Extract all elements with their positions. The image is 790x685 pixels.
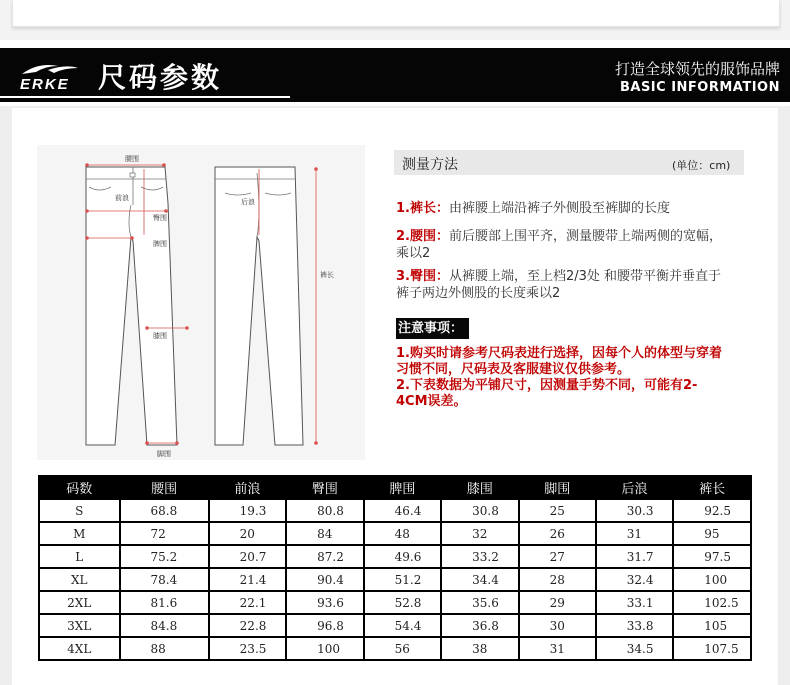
table-cell: 51.2 (365, 569, 440, 590)
table-cell: 72 (121, 523, 208, 544)
table-cell: 105 (674, 615, 750, 636)
table-cell: 28 (520, 569, 595, 590)
notice-line-2: 2.下表数据为平铺尺寸，因测量手势不同，可能有2-4CM误差。 (396, 378, 698, 409)
label-hip: 臀围 (153, 214, 167, 222)
table-cell: 92.5 (674, 500, 750, 521)
table-cell: 19.3 (210, 500, 285, 521)
table-cell: 21.4 (210, 569, 285, 590)
table-cell: 32.4 (597, 569, 672, 590)
table-cell: 95 (674, 523, 750, 544)
table-cell: 26 (520, 523, 595, 544)
table-cell: 22.1 (210, 592, 285, 613)
table-cell: 100 (287, 638, 362, 659)
measure-method-title: 测量方法 (402, 157, 458, 173)
unit-note: (单位：cm) (672, 159, 731, 172)
table-cell: 25 (520, 500, 595, 521)
table-cell: 30.3 (597, 500, 672, 521)
size-cell: L (40, 546, 119, 567)
table-cell: 35.6 (442, 592, 517, 613)
table-cell: 20.7 (210, 546, 285, 567)
label-back-rise: 后浪 (241, 198, 255, 206)
pants-drawing (37, 145, 365, 460)
table-cell: 31 (597, 523, 672, 544)
label-knee: 膝围 (153, 332, 167, 340)
table-cell: 78.4 (121, 569, 208, 590)
label-waist: 腰围 (125, 155, 139, 163)
table-row (40, 500, 750, 521)
table-cell: 84.8 (121, 615, 208, 636)
table-cell: 29 (520, 592, 595, 613)
table-header-cell: 后浪 (597, 477, 672, 498)
table-header-row (40, 477, 750, 498)
size-cell: 2XL (40, 592, 119, 613)
table-header-cell: 脾围 (365, 477, 440, 498)
table-cell: 75.2 (121, 546, 208, 567)
table-cell: 20 (210, 523, 285, 544)
table-cell: 81.6 (121, 592, 208, 613)
table-header-cell: 裤长 (674, 477, 750, 498)
brand-slogan: 打造全球领先的服饰品牌 (614, 60, 780, 78)
page-title: 尺码参数 (98, 61, 223, 94)
table-cell: 56 (365, 638, 440, 659)
label-thigh: 脾围 (153, 240, 167, 248)
table-cell: 107.5 (674, 638, 750, 659)
label-length: 裤长 (320, 271, 334, 279)
table-row (40, 638, 750, 659)
table-cell: 23.5 (210, 638, 285, 659)
table-header-cell: 码数 (40, 477, 119, 498)
table-row (40, 523, 750, 544)
table-cell: 49.6 (365, 546, 440, 567)
label-hem: 脚围 (157, 450, 171, 458)
table-cell: 84 (287, 523, 362, 544)
table-cell: 88 (121, 638, 208, 659)
size-cell: M (40, 523, 119, 544)
table-row (40, 615, 750, 636)
header-underline (0, 96, 290, 98)
label-front-rise: 前浪 (115, 194, 129, 202)
table-cell: 96.8 (287, 615, 362, 636)
measure-item-waist: 2.腰围：前后腰部上围平齐，测量腰带上端两侧的宽幅，乘以2 (396, 229, 722, 261)
size-cell: 4XL (40, 638, 119, 659)
front-button (130, 173, 135, 177)
size-table (38, 475, 752, 661)
size-cell: S (40, 500, 119, 521)
table-cell: 30 (520, 615, 595, 636)
table-header-cell: 臀围 (287, 477, 362, 498)
measure-item-length: 1.裤长：由裤腰上端沿裤子外侧股至裤脚的长度 (396, 201, 670, 216)
size-cell: 3XL (40, 615, 119, 636)
previous-section-card (12, 0, 780, 27)
table-cell: 22.8 (210, 615, 285, 636)
table-cell: 52.8 (365, 592, 440, 613)
table-cell: 33.2 (442, 546, 517, 567)
table-cell: 68.8 (121, 500, 208, 521)
table-header-cell: 前浪 (210, 477, 285, 498)
table-cell: 90.4 (287, 569, 362, 590)
notice-title: 注意事项： (396, 318, 469, 339)
table-cell: 102.5 (674, 592, 750, 613)
table-cell: 87.2 (287, 546, 362, 567)
table-cell: 97.5 (674, 546, 750, 567)
table-cell: 34.5 (597, 638, 672, 659)
header-subtitle: BASIC INFORMATION (619, 80, 780, 95)
table-cell: 80.8 (287, 500, 362, 521)
table-cell: 33.8 (597, 615, 672, 636)
table-row (40, 569, 750, 590)
size-cell: XL (40, 569, 119, 590)
front-pants-outline (86, 167, 177, 445)
notice-line-1: 1.购买时请参考尺码表进行选择，因每个人的体型与穿着习惯不同，尺码表及客服建议仅供参考。 (396, 346, 722, 377)
table-row (40, 592, 750, 613)
table-cell: 32 (442, 523, 517, 544)
table-cell: 48 (365, 523, 440, 544)
table-cell: 31.7 (597, 546, 672, 567)
measure-item-hip: 3.臀围：从裤腰上端，至上档2/3处 和腰带平衡并垂直于裤子两边外侧股的长度乘以2 (396, 269, 722, 301)
table-cell: 31 (520, 638, 595, 659)
table-header-cell: 腰围 (121, 477, 208, 498)
pants-diagram (37, 145, 365, 460)
table-cell: 33.1 (597, 592, 672, 613)
table-cell: 46.4 (365, 500, 440, 521)
table-cell: 34.4 (442, 569, 517, 590)
table-cell: 93.6 (287, 592, 362, 613)
table-header-cell: 膝围 (442, 477, 517, 498)
size-table-body (40, 500, 750, 659)
table-cell: 38 (442, 638, 517, 659)
notice-text (396, 346, 726, 410)
table-cell: 36.8 (442, 615, 517, 636)
table-cell: 54.4 (365, 615, 440, 636)
table-cell: 100 (674, 569, 750, 590)
table-cell: 30.8 (442, 500, 517, 521)
table-cell: 27 (520, 546, 595, 567)
logo-text: ERKE (20, 76, 70, 93)
table-header-cell: 脚围 (520, 477, 595, 498)
table-row (40, 546, 750, 567)
